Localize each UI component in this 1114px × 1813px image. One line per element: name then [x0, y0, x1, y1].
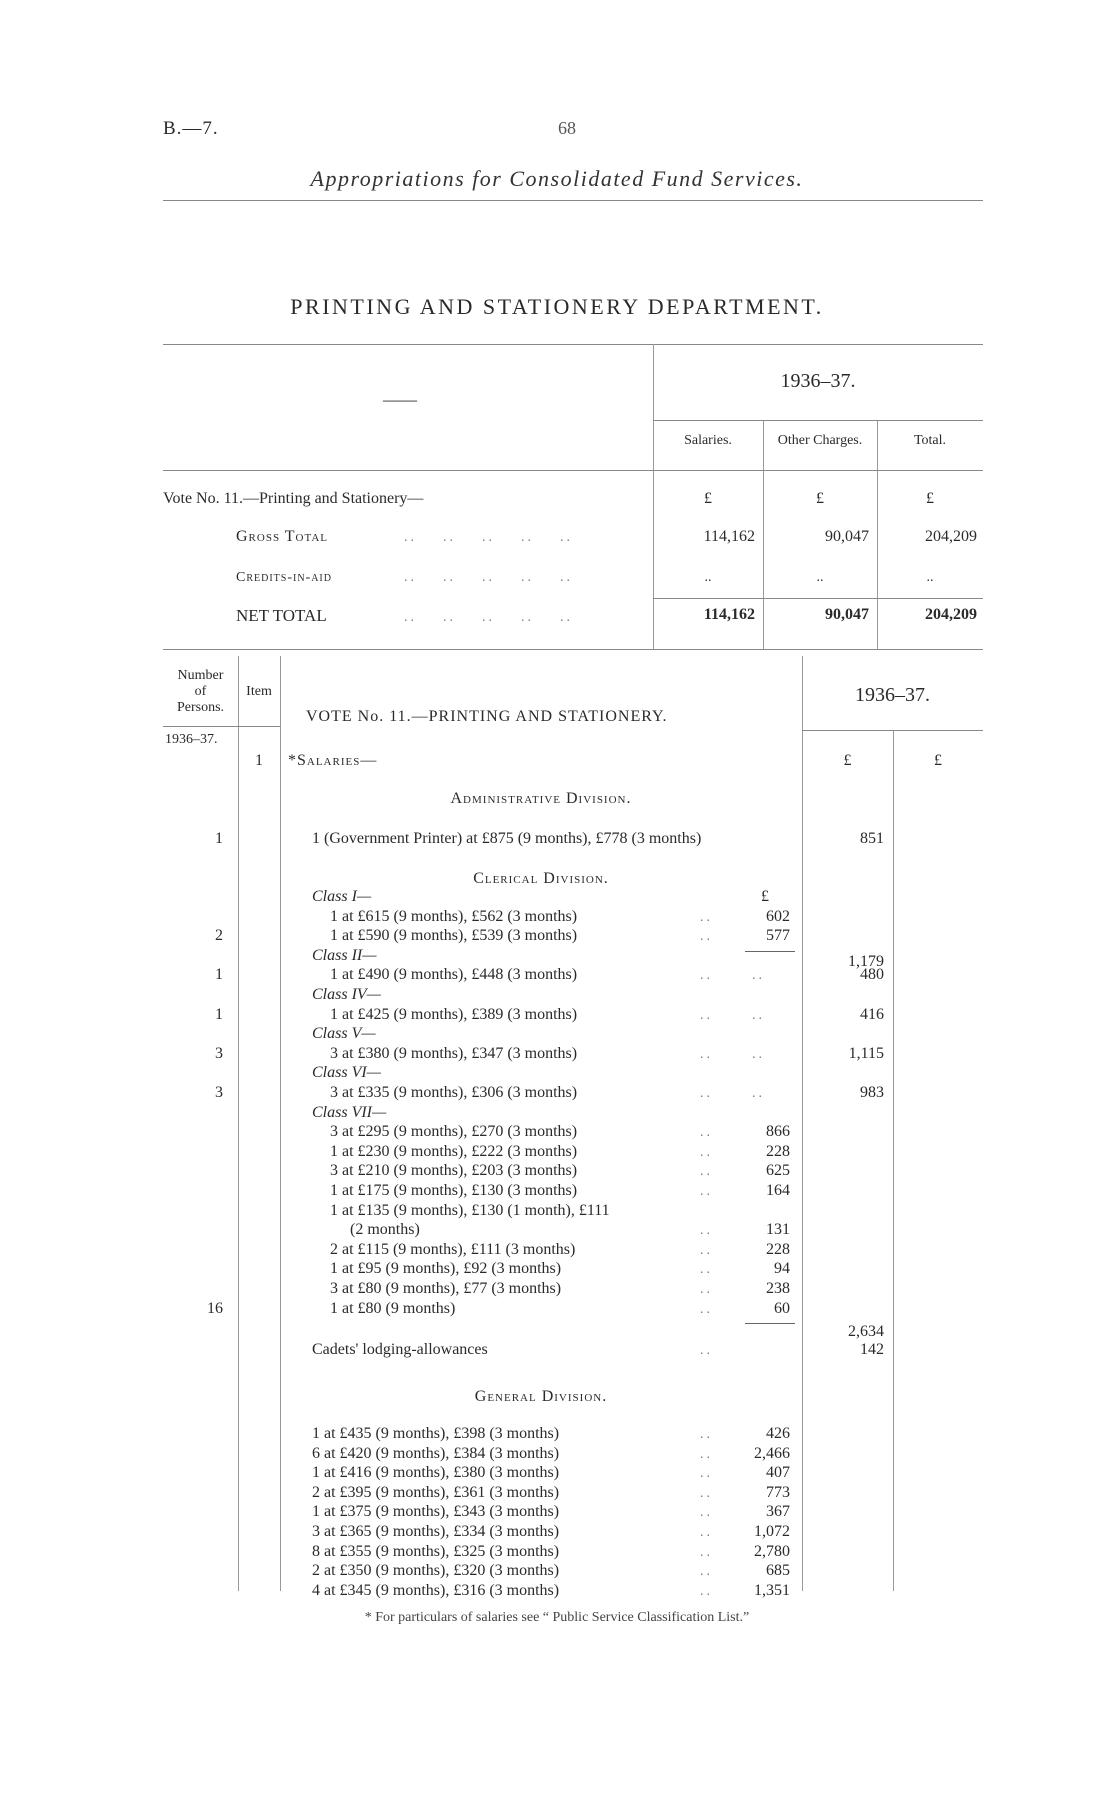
- summary-year: 1936–37.: [780, 370, 856, 392]
- salary-line: 4 at £345 (9 months), £316 (3 months): [312, 1581, 560, 1599]
- persons-count: 1: [215, 1005, 223, 1023]
- detail-year: 1936–37.: [855, 684, 930, 706]
- cadets-amount: 142: [860, 1340, 884, 1358]
- salary-line: 1 at £490 (9 months), £448 (3 months): [330, 966, 578, 984]
- class-label: Class V—: [312, 1025, 376, 1043]
- salary-amount: 407: [766, 1464, 790, 1482]
- salary-line: 1 at £435 (9 months), £398 (3 months): [312, 1425, 560, 1442]
- persons-count: 3: [215, 1084, 223, 1101]
- salary-amount: 577: [766, 927, 790, 945]
- admin-line: 1 (Government Printer) at £875 (9 months), £778 (3 months): [312, 830, 702, 847]
- salary-line: (2 months): [350, 1221, 420, 1239]
- salary-amount: 625: [766, 1162, 790, 1180]
- footnote: * For particulars of salaries see “ Public Service Classification List.”: [364, 1610, 750, 1625]
- persons-count: 2: [215, 927, 223, 945]
- persons-count: 1: [215, 966, 223, 984]
- class-total: 416: [860, 1005, 884, 1023]
- salary-line: 1 at £590 (9 months), £539 (3 months): [330, 927, 578, 945]
- salary-line: 3 at £80 (9 months), £77 (3 months): [330, 1280, 562, 1297]
- gross-other: 90,047: [825, 528, 869, 545]
- net-other: 90,047: [825, 606, 869, 623]
- salary-line: 3 at £295 (9 months), £270 (3 months): [330, 1123, 578, 1141]
- vote-label: Vote No. 11.—Printing and Stationery—: [163, 490, 424, 507]
- salary-amount: 1,072: [754, 1523, 790, 1540]
- class-total: 1,179: [848, 952, 884, 970]
- salary-amount: 367: [766, 1503, 790, 1521]
- salary-line: 3 at £380 (9 months), £347 (3 months): [330, 1044, 578, 1062]
- summary-top-rule: [163, 344, 983, 345]
- col-total: Total.: [913, 433, 947, 448]
- salary-amount: 131: [766, 1221, 790, 1239]
- salary-line: 1 at £95 (9 months), £92 (3 months): [330, 1260, 562, 1278]
- clerical-heading: Clerical Division.: [473, 870, 609, 887]
- persons-count: 3: [215, 1044, 223, 1062]
- cadets-line: Cadets' lodging-allowances: [312, 1340, 488, 1358]
- salary-amount: 164: [766, 1182, 790, 1199]
- class-total: 2,634: [848, 1323, 884, 1341]
- page-number: 68: [558, 118, 576, 138]
- item-number: 1: [255, 752, 263, 769]
- class-total: 480: [860, 966, 884, 984]
- header-rule: [163, 200, 983, 201]
- gross-total: 204,209: [925, 528, 977, 545]
- persons-year: 1936–37.: [165, 732, 218, 747]
- col-salaries: Salaries.: [684, 433, 732, 448]
- salary-line: 3 at £210 (9 months), £203 (3 months): [330, 1162, 578, 1180]
- salary-amount: 94: [774, 1260, 790, 1278]
- summary-dash: ——: [383, 390, 417, 409]
- salary-amount: 60: [774, 1299, 790, 1317]
- salary-line: 1 at £175 (9 months), £130 (3 months): [330, 1182, 578, 1199]
- salary-line: 1 at £135 (9 months), £130 (1 month), £111: [330, 1201, 610, 1219]
- class-total: 983: [860, 1084, 884, 1101]
- salary-amount: 426: [766, 1425, 790, 1442]
- gross-salaries: 114,162: [703, 528, 755, 545]
- salary-amount: 228: [766, 1240, 790, 1258]
- class-label: Class VI—: [312, 1064, 381, 1082]
- admin-heading: Administrative Division.: [450, 790, 632, 807]
- salary-line: 1 at £80 (9 months): [330, 1299, 456, 1317]
- salary-line: 1 at £615 (9 months), £562 (3 months): [330, 907, 578, 925]
- salary-line: 3 at £365 (9 months), £334 (3 months): [312, 1523, 560, 1540]
- col-item: Item: [246, 684, 272, 699]
- page-subtitle: Appropriations for Consolidated Fund Services.: [310, 166, 804, 191]
- salary-amount: 685: [766, 1562, 790, 1580]
- salary-line: 1 at £425 (9 months), £389 (3 months): [330, 1005, 578, 1023]
- salary-amount: 602: [766, 907, 790, 925]
- gross-total-label: Gross Total: [236, 528, 329, 545]
- salary-line: 8 at £355 (9 months), £325 (3 months): [312, 1542, 560, 1560]
- col-other-charges: Other Charges.: [777, 433, 863, 448]
- general-heading: General Division.: [474, 1388, 608, 1405]
- salary-line: 1 at £416 (9 months), £380 (3 months): [312, 1464, 560, 1482]
- salary-amount: 1,351: [754, 1581, 790, 1599]
- class-label: Class VII—: [312, 1103, 387, 1121]
- salary-line: 2 at £395 (9 months), £361 (3 months): [312, 1483, 560, 1501]
- salary-line: 3 at £335 (9 months), £306 (3 months): [330, 1084, 578, 1101]
- salary-amount: 866: [766, 1123, 790, 1141]
- document-reference: B.—7.: [163, 118, 219, 139]
- summary-bottom-rule: [163, 649, 983, 650]
- pound-sign: £: [761, 888, 769, 905]
- salaries-label: *Salaries—: [288, 752, 378, 769]
- persons-count: 16: [207, 1299, 223, 1317]
- vote-title: VOTE No. 11.—PRINTING AND STATIONERY.: [306, 708, 668, 725]
- net-total-label: NET TOTAL: [236, 606, 327, 625]
- salary-line: 1 at £230 (9 months), £222 (3 months): [330, 1142, 578, 1160]
- salary-amount: 2,466: [754, 1444, 790, 1462]
- salary-amount: 2,780: [754, 1542, 790, 1560]
- salary-line: 2 at £115 (9 months), £111 (3 months): [330, 1240, 576, 1258]
- class-label: Class II—: [312, 946, 377, 964]
- col-persons: Number of Persons.: [176, 668, 225, 715]
- class-label: Class I—: [312, 888, 372, 905]
- department-title: PRINTING AND STATIONERY DEPARTMENT.: [290, 294, 824, 319]
- net-salaries: 114,162: [703, 606, 755, 623]
- salary-amount: 238: [766, 1280, 790, 1297]
- net-total: 204,209: [925, 606, 977, 623]
- class-label: Class IV—: [312, 986, 381, 1003]
- class-total: 1,115: [848, 1044, 884, 1062]
- salary-line: 6 at £420 (9 months), £384 (3 months): [312, 1444, 560, 1462]
- salary-amount: 773: [766, 1483, 790, 1501]
- credits-label: Credits-in-aid: [236, 570, 332, 585]
- salary-line: 1 at £375 (9 months), £343 (3 months): [312, 1503, 560, 1521]
- salary-amount: 228: [766, 1142, 790, 1160]
- salary-line: 2 at £350 (9 months), £320 (3 months): [312, 1562, 560, 1580]
